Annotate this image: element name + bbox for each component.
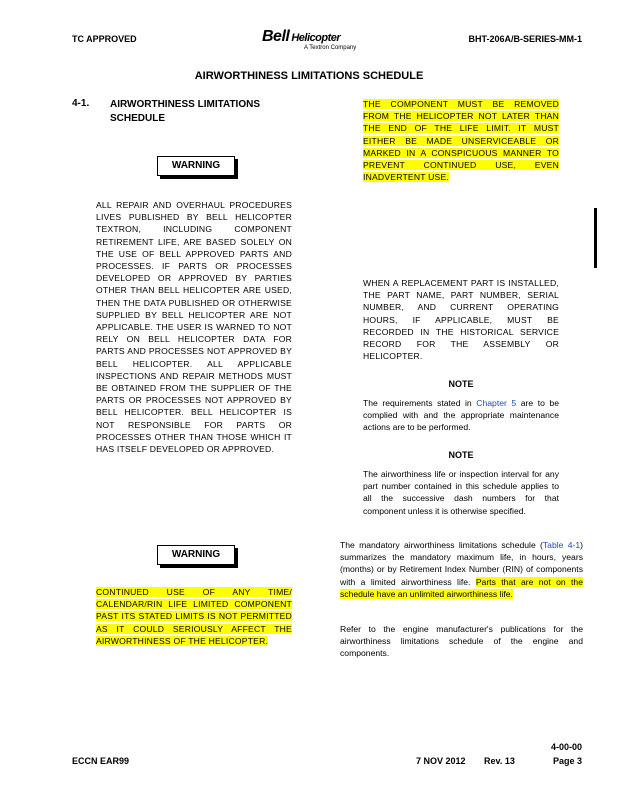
- footer-page-id: 4-00-00: [550, 742, 582, 752]
- note-text-1-pre: The requirements stated in: [363, 398, 477, 408]
- schedule-para-pre: The mandatory airworthiness limitations schedule (: [340, 540, 543, 550]
- logo-brand: Bell: [262, 28, 290, 45]
- footer-revision: Rev. 13: [484, 756, 515, 766]
- warning-label-2: WARNING: [157, 545, 235, 565]
- schedule-paragraph: [340, 539, 583, 600]
- revision-bar: [594, 208, 597, 268]
- warning-text-2: [96, 586, 292, 647]
- note-text-1-post: are to be complied with and the appropriate maintenance actions are to be performed.: [363, 398, 559, 433]
- chapter-5-link[interactable]: Chapter 5: [476, 398, 517, 408]
- note-label-2: NOTE: [448, 450, 474, 460]
- note-label-1: NOTE: [448, 379, 474, 389]
- logo-product: Helicopter: [291, 32, 341, 44]
- removal-warning-text: [363, 98, 559, 183]
- note-text-2: The airworthiness life or inspection interval for any part number contained in this schedule applies to all the successive dash numbers for that component unless it is otherwise specified.: [363, 469, 559, 516]
- note-text-1: [363, 397, 559, 434]
- engine-reference-paragraph: Refer to the engine manufacturer's publications for the airworthiness limitations schedule of the engine and components.: [340, 624, 583, 659]
- section-number: 4-1.: [72, 98, 90, 109]
- page-title: AIRWORTHINESS LIMITATIONS SCHEDULE: [194, 70, 424, 82]
- header-right: BHT-206A/B-SERIES-MM-1: [468, 34, 582, 44]
- footer-eccn: ECCN EAR99: [72, 756, 130, 766]
- replacement-text: WHEN A REPLACEMENT PART IS INSTALLED, THE PART NAME, PART NUMBER, SERIAL NUMBER, AND CURRENT OPERATING HOURS, IF APPLICABLE, MUST BE RECORDED IN THE HISTORICAL SERVICE RECORD FOR THE ASSEMBLY OR HELICOPTER.: [363, 278, 559, 362]
- warning-text-2-highlight: CONTINUED USE OF ANY TIME/ CALENDAR/RIN LIFE LIMITED COMPONENT PAST ITS STATED LIMITS IS NOT PERMITTED AS IT COULD SERIOUSLY AFFECT THE AIRWORTHINESS OF THE HELICOPTER.: [96, 587, 292, 646]
- footer-page-number: Page 3: [552, 756, 582, 766]
- section-title: AIRWORTHINESS LIMITATIONS SCHEDULE: [110, 99, 260, 124]
- table-4-1-link[interactable]: Table 4-1: [542, 540, 581, 550]
- logo-subtitle: A Textron Company: [304, 45, 357, 51]
- footer-date: 7 NOV 2012: [416, 756, 466, 766]
- schedule-para-mid: ) summarizes the mandatory maximum life, in hours, years (months) or by Retirement Index Number (RIN) of components with a limited airworthiness life.: [340, 540, 583, 587]
- warning-text-1: ALL REPAIR AND OVERHAUL PROCEDURES LIVES PUBLISHED BY BELL HELICOPTER TEXTRON, INCLUDING COMPONENT RETIREMENT LIFE, ARE BASED SOLELY ON THE USE OF BELL APPROVED PARTS AND PROCESSES. IF PARTS OR PROCESSES DEVELOPED OR APPROVED BY PARTIES OTHER THAN BELL HELICOPTER ARE USED, THEN THE DATA PUBLISHED OR OTHERWISE SUPPLIED BY BELL HELICOPTER ARE NOT APPLICABLE. THE USER IS WARNED TO NOT RELY ON BELL HELICOPTER DATA FOR PARTS AND PROCESSES NOT APPROVED BY BELL HELICOPTER. ALL APPLICABLE INSPECTIONS AND REPAIR METHODS MUST BE OBTAINED FROM THE SUPPLIER OF THE PARTS OR PROCESSES NOT APPROVED BY BELL HELICOPTER. BELL HELICOPTER IS NOT RESPONSIBLE FOR PARTS OR PROCESSES OTHER THAN THOSE WHICH IT HAS ITSELF DEVELOPED OR APPROVED.: [96, 200, 292, 455]
- bell-helicopter-logo: [262, 28, 392, 56]
- warning-label-1: WARNING: [157, 156, 235, 176]
- removal-warning-highlight: THE COMPONENT MUST BE REMOVED FROM THE HELICOPTER NOT LATER THAN THE END OF THE LIFE LIMIT. IT MUST EITHER BE MADE UNSERVICEABLE OR MARKED IN A CONSPICUOUS MANNER TO PREVENT CONTINUED USE, EVEN INADVERTENT USE.: [363, 99, 559, 183]
- header-left: TC APPROVED: [72, 34, 137, 44]
- unlimited-life-highlight: Parts that are not on the schedule have an unlimited airworthiness life.: [340, 576, 583, 599]
